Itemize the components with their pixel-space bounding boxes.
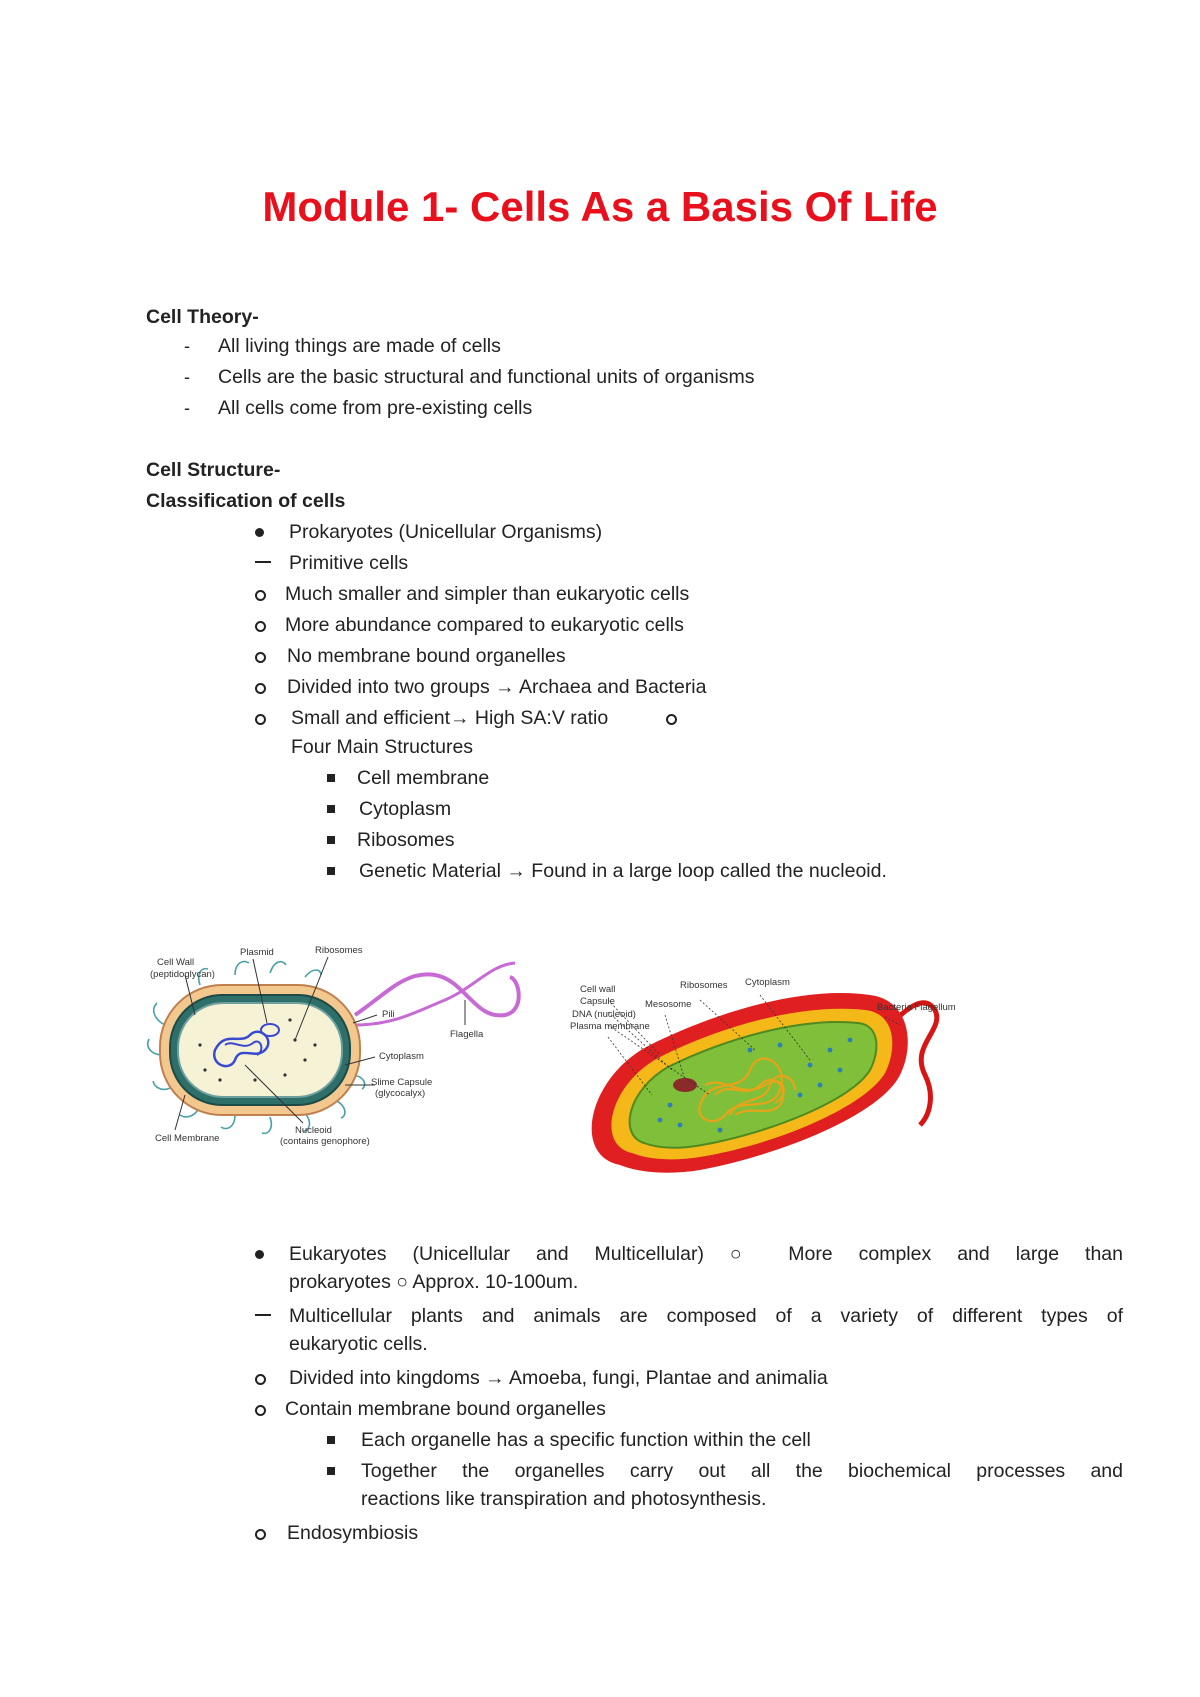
label-plasma-membrane: Plasma membrane [570, 1021, 650, 1032]
bullet-circle-icon [255, 1405, 266, 1416]
organelles-text: Contain membrane bound organelles [285, 1398, 606, 1420]
dash-icon [255, 561, 271, 563]
bullet-circle-icon [255, 683, 266, 694]
cell-theory-item: All cells come from pre-existing cells [218, 397, 533, 419]
bullet-square-icon [327, 836, 335, 844]
bullet-circle-icon [255, 590, 266, 601]
prokaryotes-title: Prokaryotes (Unicellular Organisms) [289, 521, 603, 543]
label-dna: DNA (nucleoid) [572, 1009, 636, 1020]
eukaryotes-size: prokaryotes ○ Approx. 10-100um. [289, 1271, 579, 1293]
bullet-dot-icon [255, 1250, 264, 1259]
label-cell-wall: Cell Wall [157, 957, 195, 968]
prokaryote-point: Much smaller and simpler than eukaryotic cells [285, 583, 690, 605]
bullet-circle-icon [255, 1374, 266, 1385]
label-ribosomes: Ribosomes [315, 945, 363, 956]
organelle-point: Together the organelles carry out all the biochemical processes and [361, 1460, 1123, 1482]
bullet-square-icon [327, 1467, 335, 1475]
cell-theory-heading: Cell Theory- [146, 306, 259, 328]
prokaryote-diagram-right [570, 955, 980, 1190]
label-slime-capsule: Slime Capsule [371, 1077, 433, 1088]
four-main-structures: Four Main Structures [291, 736, 474, 758]
endosymbiosis-text: Endosymbiosis [287, 1522, 419, 1544]
structure-item: Cell membrane [357, 767, 490, 789]
organelle-point: Each organelle has a specific function within the cell [361, 1429, 811, 1451]
label-cell-membrane: Cell Membrane [155, 1133, 220, 1144]
multicellular-text: Multicellular plants and animals are composed of a variety of different types of [289, 1305, 1123, 1327]
label-nucleoid: Nucleoid [295, 1125, 332, 1136]
label-ribosomes: Ribosomes [680, 980, 728, 991]
prokaryote-point: No membrane bound organelles [287, 645, 566, 667]
organelle-point-cont: reactions like transpiration and photosynthesis. [361, 1488, 767, 1510]
bullet-dot-icon [255, 528, 264, 537]
cell-theory-item: Cells are the basic structural and functional units of organisms [218, 366, 755, 388]
bullet-square-icon [327, 1436, 335, 1444]
bullet-circle-icon [255, 652, 266, 663]
label-nucleoid-sub: (contains genophore) [280, 1136, 370, 1147]
structure-item: Genetic Material → Found in a large loop called the nucleoid. [359, 860, 887, 882]
label-cytoplasm: Cytoplasm [745, 977, 790, 988]
primitive-cells: Primitive cells [289, 552, 409, 574]
prokaryote-point: Small and efficient→ High SA:V ratio [291, 707, 609, 729]
dash-bullet: - [184, 398, 190, 418]
label-cytoplasm: Cytoplasm [379, 1051, 424, 1062]
multicellular-text-cont: eukaryotic cells. [289, 1333, 428, 1355]
bullet-circle-icon [666, 714, 677, 725]
bullet-circle-icon [255, 621, 266, 632]
bullet-circle-icon [255, 714, 266, 725]
kingdoms-text: Divided into kingdoms → Amoeba, fungi, Plantae and animalia [289, 1367, 828, 1389]
structure-item: Ribosomes [357, 829, 455, 851]
label-plasmid: Plasmid [240, 947, 274, 958]
label-capsule: Capsule [580, 996, 615, 1007]
label-bacteria-flagellum: Bacteria Flagellum [877, 1002, 956, 1013]
dash-bullet: - [184, 367, 190, 387]
dash-icon [255, 1314, 271, 1316]
dash-bullet: - [184, 336, 190, 356]
bullet-square-icon [327, 867, 335, 875]
prokaryote-diagram-left [145, 945, 525, 1185]
label-mesosome: Mesosome [645, 999, 692, 1010]
prokaryote-point: Divided into two groups → Archaea and Bacteria [287, 676, 707, 698]
bullet-square-icon [327, 774, 335, 782]
structure-item: Cytoplasm [359, 798, 452, 820]
cell-theory-item: All living things are made of cells [218, 335, 501, 357]
eukaryotes-title: Eukaryotes (Unicellular and Multicellular) ○ More complex and large than [289, 1243, 1123, 1265]
label-cell-wall: Cell wall [580, 984, 616, 995]
prokaryote-point: More abundance compared to eukaryotic cells [285, 614, 684, 636]
page-title: Module 1- Cells As a Basis Of Life [262, 183, 938, 230]
bullet-circle-icon [255, 1529, 266, 1540]
cell-structure-heading: Cell Structure- [146, 459, 281, 481]
classification-heading: Classification of cells [146, 490, 346, 512]
label-pili: Pili [382, 1009, 395, 1020]
bullet-square-icon [327, 805, 335, 813]
label-flagella: Flagella [450, 1029, 484, 1040]
label-slime-capsule-sub: (glycocalyx) [375, 1088, 426, 1099]
label-cell-wall-sub: (peptidoglycan) [150, 969, 215, 980]
